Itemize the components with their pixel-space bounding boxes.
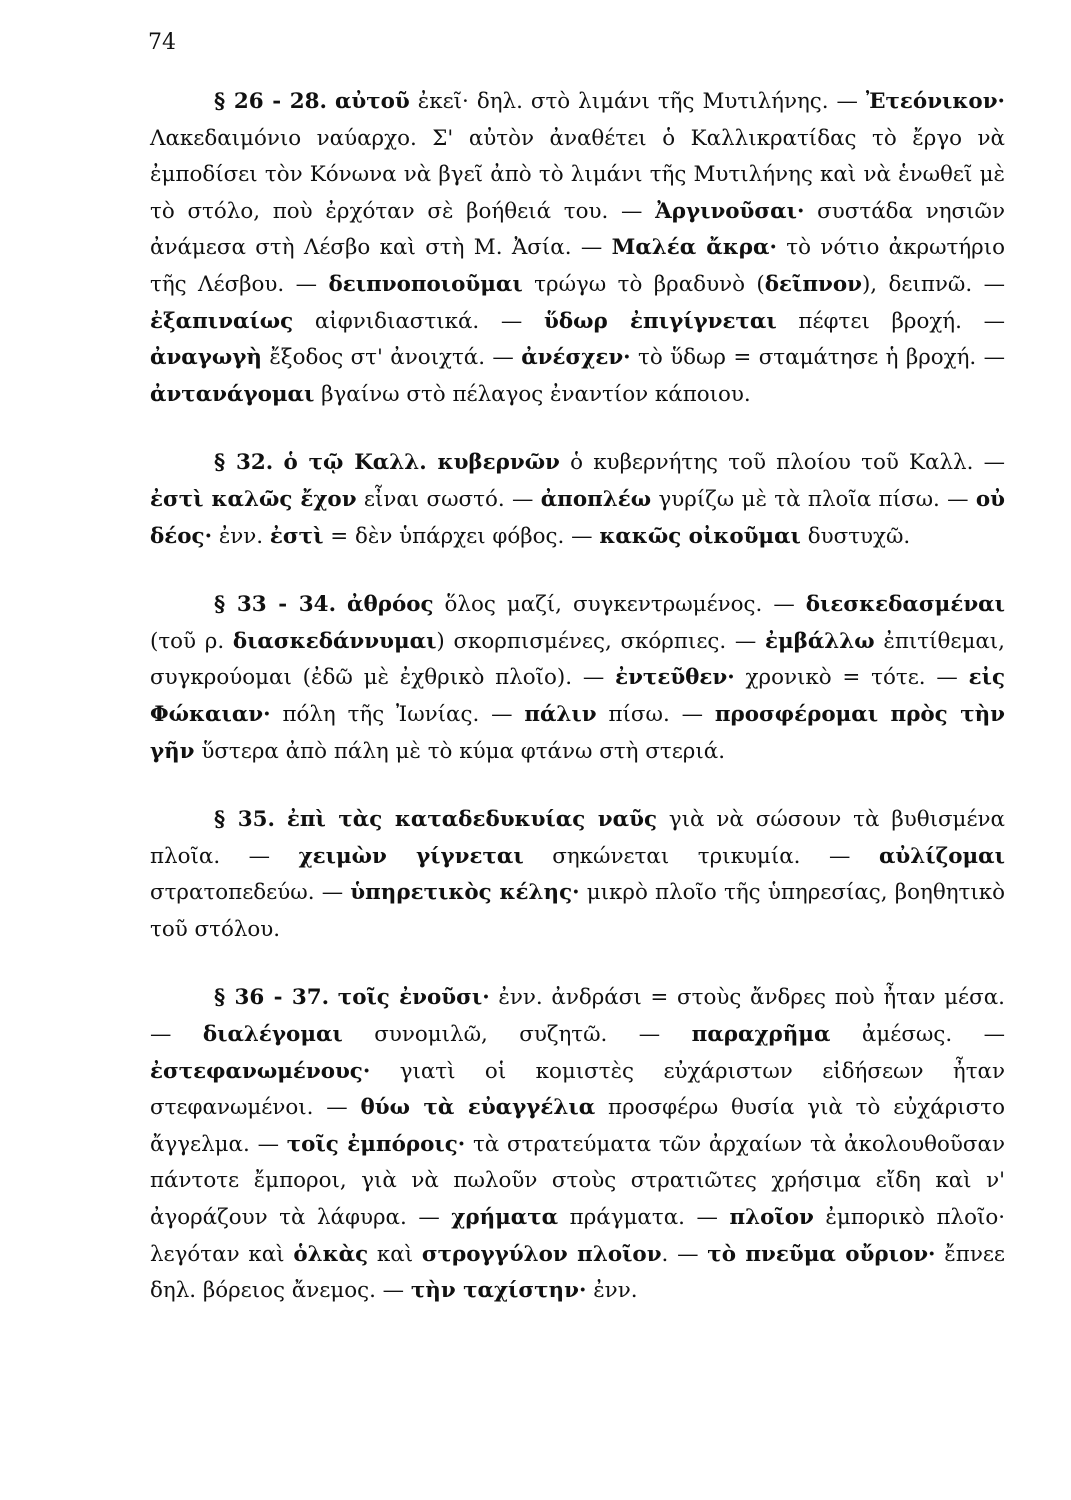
lemma-term: ἐστεφανωμένους·	[150, 1058, 371, 1084]
lemma-term: ὕδωρ ἐπιγίγνεται	[544, 308, 777, 334]
gloss-text: ἐνν.	[212, 523, 270, 549]
commentary-text	[150, 84, 1005, 1342]
gloss-text: τρώγω τὸ βραδυνὸ (	[522, 271, 765, 297]
page-number: 74	[148, 30, 176, 55]
lemma-term: εἰς Φώκαιαν·	[150, 665, 1005, 727]
lemma-term: ἐξαπιναίως	[150, 308, 294, 334]
gloss-text: ) σκορπισμένες, σκόρπιες. —	[436, 628, 765, 654]
gloss-text: μικρὸ πλοῖο τῆς ὑπηρεσίας, βοηθητικὸ τοῦ στόλου.	[150, 880, 1005, 942]
gloss-text: ἐκεῖ· δηλ. στὸ λιμάνι τῆς Μυτιλήνης. —	[409, 89, 866, 114]
gloss-text: δυστυχῶ.	[800, 523, 911, 549]
lemma-term: Ἀργινοῦσαι·	[655, 198, 805, 224]
gloss-text: προσφέρω θυσία γιὰ τὸ εὐχάριστο ἄγγελμα. —	[150, 1095, 1005, 1157]
lemma-term: τοῖς ἐμπόροις·	[286, 1131, 466, 1157]
gloss-text	[329, 985, 338, 1010]
lemma-term: τὴν ταχίστην·	[410, 1278, 587, 1304]
lemma-term: αὐτοῦ	[334, 89, 410, 114]
gloss-text: τὸ νότιο ἀκρωτήριο τῆς Λέσβου. —	[150, 235, 1005, 297]
lemma-term: ἐντεῦθεν·	[615, 665, 735, 691]
gloss-text: εἶναι σωστό. —	[356, 486, 541, 512]
lemma-term: ἐστὶ καλῶς ἔχον	[150, 486, 357, 512]
lemma-term: δειπνοποιοῦμαι	[328, 271, 523, 297]
lemma-term: χειμὼν γίγνεται	[298, 843, 524, 869]
gloss-text: γιὰ νὰ σώσουν τὰ βυθισμένα πλοῖα. —	[150, 807, 1005, 869]
paragraph-33-34	[150, 587, 1005, 770]
lemma-term: αὐλίζομαι	[878, 843, 1005, 869]
lemma-term: ἀντανάγομαι	[150, 381, 315, 407]
gloss-text: σηκώνεται τρικυμία. —	[523, 843, 879, 869]
lemma-term: ἀνέσχεν·	[521, 345, 631, 371]
lemma-term: πλοῖον	[729, 1205, 814, 1231]
lemma-term: ἀποπλέω	[540, 486, 652, 512]
gloss-text: χρονικὸ = τότε. —	[734, 665, 969, 691]
lemma-term: Μαλέα ἄκρα·	[611, 235, 777, 261]
lemma-term: στρογγύλον πλοῖον	[421, 1241, 662, 1267]
paragraph-35	[150, 802, 1005, 948]
lemma-term: προσφέρομαι πρὸς τὴν γῆν	[150, 701, 1005, 764]
gloss-text: ὁ κυβερνήτης τοῦ πλοίου τοῦ Καλλ. —	[559, 450, 1005, 476]
gloss-text: ἔπνεε δηλ. βόρειος ἄνεμος. —	[150, 1241, 1005, 1304]
lemma-term: διασκεδάννυμαι	[232, 628, 437, 654]
lemma-term: τοῖς ἐνοῦσι·	[337, 985, 490, 1011]
lemma-term: οὐ δέος·	[150, 486, 1005, 549]
gloss-text: . —	[661, 1241, 708, 1267]
lemma-term: ἐστὶ	[269, 523, 324, 549]
gloss-text: γυρίζω μὲ τὰ πλοῖα πίσω. —	[651, 486, 976, 512]
lemma-term: ἀναγωγὴ	[150, 345, 262, 371]
paragraph-32	[150, 445, 1005, 555]
gloss-text	[327, 89, 335, 114]
gloss-text: αἰφνιδιαστικά. —	[293, 308, 545, 334]
gloss-text: ὅλος μαζί, συγκεντρωμένος. —	[433, 592, 806, 618]
gloss-text: ἔξοδος στ' ἀνοιχτά. —	[261, 345, 522, 371]
gloss-text: τὰ στρατεύματα τῶν ἀρχαίων τὰ ἀκολουθοῦσαν πάντοτε ἔμποροι, γιὰ νὰ πωλοῦν στοὺς στρατιῶτες χρήσιμα εἴδη καὶ ν' ἀγοράζουν τὰ λάφυρα. —	[150, 1131, 1005, 1231]
paragraph-26-28	[150, 84, 1005, 413]
gloss-text	[275, 807, 287, 832]
gloss-text: πέφτει βροχή. —	[776, 308, 1006, 334]
lemma-term: ὁλκὰς	[293, 1241, 369, 1267]
gloss-text: (τοῦ ρ.	[150, 628, 233, 654]
paragraph-36-37	[150, 980, 1005, 1309]
gloss-text: ὕστερα ἀπὸ πάλη μὲ τὸ κύμα φτάνω στὴ στεριά.	[194, 738, 725, 764]
gloss-text: πόλη τῆς Ἰωνίας. —	[270, 701, 525, 727]
gloss-text: συνομιλῶ, συζητῶ. —	[342, 1022, 692, 1048]
lemma-term: Ἐτεόνικον·	[865, 89, 1005, 114]
gloss-text: γιατὶ οἱ κομιστὲς εὐχάριστων εἰδήσεων ἦταν στεφανωμένοι. —	[150, 1058, 1005, 1121]
gloss-text: Λακεδαιμόνιο ναύαρχο. Σ' αὐτὸν ἀναθέτει ὁ Καλλικρατίδας τὸ ἔργο νὰ ἐμποδίσει τὸν Κόνωνα νὰ βγεῖ ἀπὸ τὸ λιμάνι τῆς Μυτιλήνης καὶ νὰ ἑνωθεῖ μὲ τὸ στόλο, ποὺ ἐρχόταν σὲ βοήθειά του. —	[150, 125, 1005, 224]
gloss-text: στρατοπεδεύω. —	[150, 880, 351, 906]
gloss-text: τὸ ὕδωρ = σταμάτησε ἡ βροχή. —	[630, 345, 1005, 371]
gloss-text: ἐμπορικὸ πλοῖο· λεγόταν καὶ	[150, 1205, 1006, 1267]
gloss-text: ἐνν.	[586, 1278, 638, 1304]
lemma-term: παραχρῆμα	[691, 1022, 831, 1048]
lemma-term: ὑπηρετικὸς κέλης·	[350, 880, 580, 906]
section-reference: § 35.	[214, 807, 275, 833]
lemma-term: χρήματα	[451, 1205, 559, 1231]
lemma-term: ὁ τῷ Καλλ. κυβερνῶν	[283, 450, 560, 476]
lemma-term: τὸ πνεῦμα οὔριον·	[707, 1241, 936, 1267]
lemma-term: διεσκεδασμέναι	[805, 592, 1005, 618]
gloss-text	[273, 450, 283, 475]
lemma-term: πάλιν	[524, 701, 597, 727]
gloss-text: καὶ	[368, 1241, 422, 1267]
section-reference: § 26 - 28.	[214, 89, 327, 114]
gloss-text: = δὲν ὑπάρχει φόβος. —	[323, 523, 600, 549]
gloss-text: πράγματα. —	[558, 1205, 730, 1231]
gloss-text: ), δειπνῶ. —	[861, 271, 1005, 297]
lemma-term: διαλέγομαι	[202, 1022, 343, 1048]
section-reference: § 33 - 34.	[214, 592, 337, 618]
gloss-text: ἀμέσως. —	[830, 1022, 1005, 1048]
lemma-term: ἐπὶ τὰς καταδεδυκυίας ναῦς	[286, 807, 657, 833]
lemma-term: ἐμβάλλω	[764, 628, 875, 654]
lemma-term: θύω τὰ εὐαγγέλια	[360, 1095, 596, 1121]
gloss-text: ἐπιτίθεμαι, συγκρούομαι (ἐδῶ μὲ ἐχθρικὸ πλοῖο). —	[150, 628, 1005, 691]
lemma-term: δεῖπνον	[764, 271, 862, 297]
gloss-text	[336, 592, 347, 617]
section-reference: § 36 - 37.	[214, 985, 330, 1011]
section-reference: § 32.	[214, 450, 274, 476]
gloss-text: πίσω. —	[596, 701, 715, 727]
lemma-term: κακῶς οἰκοῦμαι	[599, 523, 801, 549]
gloss-text: βγαίνω στὸ πέλαγος ἐναντίον κάποιου.	[314, 381, 751, 407]
lemma-term: ἀθρόος	[347, 592, 434, 618]
gloss-text: ἐνν. ἀνδράσι = στοὺς ἄνδρες ποὺ ἦταν μέσα. —	[150, 985, 1005, 1048]
gloss-text: συστάδα νησιῶν ἀνάμεσα στὴ Λέσβο καὶ στὴ Μ. Ἀσία. —	[150, 198, 1005, 261]
